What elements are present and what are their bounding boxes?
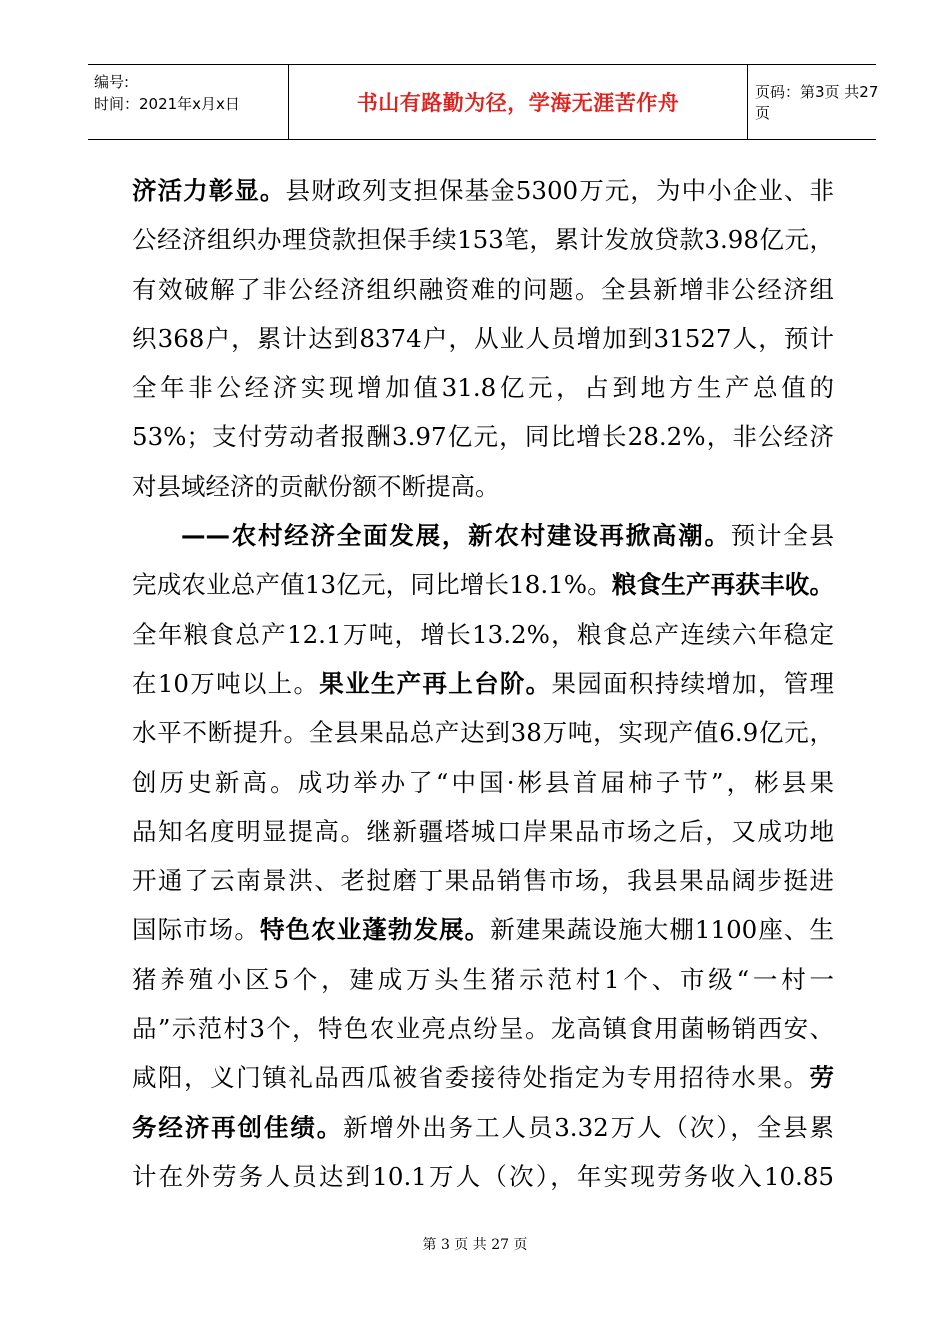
header-motto-cell — [288, 65, 748, 139]
text-line — [132, 905, 834, 954]
text-line — [132, 1152, 834, 1201]
text-line — [132, 856, 834, 905]
text-run: 公经济组织办理贷款担保手续153笔，累计发放贷款3.98亿元， — [132, 225, 834, 255]
text-run: 对县域经济的贡献份额不断提高。 — [132, 471, 500, 501]
text-line — [132, 462, 834, 511]
text-line — [132, 1053, 834, 1102]
text-line — [132, 610, 834, 659]
bold-heading: 粮食生产再获丰收。 — [611, 570, 835, 600]
text-line — [132, 659, 834, 708]
text-run: 有效破解了非公经济组织融资难的问题。全县新增非公经济组 — [132, 274, 834, 304]
text-run: 完成农业总产值13亿元，同比增长18.1%。 — [132, 570, 612, 600]
header-motto: 书山有路勤为径，学海无涯苦作舟 — [356, 91, 680, 115]
text-run: 织368户，累计达到8374户，从业人员增加到31527人，预计 — [132, 323, 834, 353]
text-run: 在10万吨以上。 — [132, 668, 320, 698]
bold-heading: 特色农业蓬勃发展。 — [259, 915, 491, 945]
page-header — [88, 64, 879, 140]
text-line — [132, 807, 834, 856]
text-run: 新建果蔬设施大棚1100座、生 — [490, 915, 835, 945]
text-line — [132, 1103, 834, 1152]
text-line — [132, 265, 834, 314]
text-run: 咸阳，义门镇礼品西瓜被省委接待处指定为专用招待水果。 — [132, 1063, 810, 1093]
text-line — [132, 758, 834, 807]
text-run: 预计全县 — [730, 521, 835, 551]
header-page-number: 页码：第3页 共27页 — [755, 83, 879, 122]
document-body — [132, 166, 834, 1201]
text-line — [132, 511, 834, 560]
text-run: 县财政列支担保基金5300万元，为中小企业、非 — [285, 176, 834, 205]
text-run: 53%；支付劳动者报酬3.97亿元，同比增长28.2%，非公经济 — [132, 422, 834, 452]
document-time-label: 时间：2021年x月x日 — [94, 95, 240, 113]
text-run: 全年粮食总产12.1万吨，增长13.2%，粮食总产连续六年稳定 — [132, 619, 834, 649]
text-run: 国际市场。 — [132, 915, 260, 945]
text-run: 品”示范村3个，特色农业亮点纷呈。龙高镇食用菌畅销西安、 — [132, 1014, 834, 1044]
text-line — [132, 215, 834, 264]
text-run: 全年非公经济实现增加值31.8亿元，占到地方生产总值的 — [132, 373, 834, 403]
text-run: 猪养殖小区5个，建成万头生猪示范村1个、市级“一村一 — [132, 964, 834, 994]
text-line — [132, 363, 834, 412]
text-run: 新增外出务工人员3.32万人（次），全县累 — [343, 1112, 834, 1142]
text-run: 品知名度明显提高。继新疆塔城口岸果品市场之后，又成功地 — [132, 816, 834, 846]
page-footer: 第 3 页 共 27 页 — [422, 1237, 528, 1253]
text-run: 水平不断提升。全县果品总产达到38万吨，实现产值6.9亿元， — [132, 718, 834, 748]
section-heading: ——农村经济全面发展，新农村建设再掀高潮。 — [181, 521, 731, 551]
text-line — [132, 314, 834, 363]
text-line — [132, 955, 834, 1004]
text-run: 创历史新高。成功举办了“中国·彬县首届柿子节”，彬县果 — [132, 767, 834, 797]
bold-heading: 果业生产再上台阶。 — [319, 668, 552, 698]
text-run: 果园面积持续增加，管理 — [551, 668, 835, 698]
text-run: 计在外劳务人员达到10.1万人（次），年实现劳务收入10.85 — [132, 1161, 834, 1191]
bold-heading: 劳 — [809, 1063, 834, 1093]
header-meta — [88, 65, 288, 139]
bold-heading: 济活力彰显。 — [132, 176, 286, 205]
text-line — [132, 166, 834, 215]
text-line — [132, 560, 834, 609]
bold-heading: 务经济再创佳绩。 — [132, 1112, 344, 1142]
text-line — [132, 1004, 834, 1053]
text-line — [132, 708, 834, 757]
text-run: 开通了云南景洪、老挝磨丁果品销售市场，我县果品阔步挺进 — [132, 866, 834, 896]
text-line — [132, 412, 834, 461]
document-number-label: 编号: — [94, 73, 130, 91]
header-page-cell — [747, 65, 884, 139]
